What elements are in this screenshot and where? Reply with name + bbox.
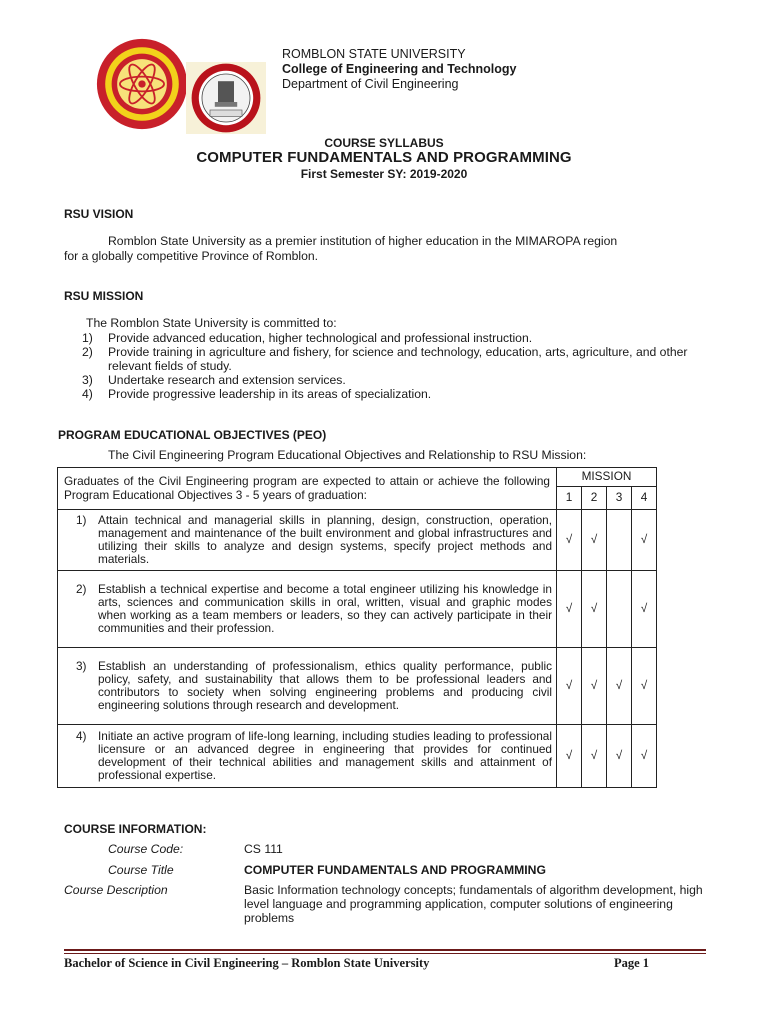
mission-intro: The Romblon State University is committed to: [86, 316, 337, 330]
check-cell: √ [582, 571, 607, 648]
table-header-description: Graduates of the Civil Engineering program are expected to attain or achieve the following Program Educational Objectives 3 - 5 years of graduation: [58, 468, 557, 510]
check-cell: √ [557, 510, 582, 571]
check-cell: √ [632, 571, 657, 648]
vision-line-2: for a globally competitive Province of Romblon. [64, 249, 319, 263]
vision-heading: RSU VISION [64, 207, 134, 221]
check-cell: √ [557, 571, 582, 648]
check-cell: √ [582, 648, 607, 725]
department-name: Department of Civil Engineering [282, 77, 459, 91]
college-name: College of Engineering and Technology [282, 62, 517, 76]
course-title-value: COMPUTER FUNDAMENTALS AND PROGRAMMING [244, 863, 546, 877]
check-cell: √ [632, 648, 657, 725]
table-row [58, 725, 657, 788]
footer-rule [64, 949, 706, 951]
mission-col-3: 3 [607, 487, 632, 510]
list-item: 3) Undertake research and extension services. [82, 373, 346, 387]
mission-col-2: 2 [582, 487, 607, 510]
list-item: 2) Provide training in agriculture and fishery, for science and technology, education, arts, agriculture, and other relevant fields of study. [82, 345, 688, 373]
peo-table [57, 467, 657, 788]
peo-objective: 2) Establish a technical expertise and become a total engineer utilizing his knowledge in arts, sciences and communication skills in oral, written, visual and graphic modes when working as a team members or leaders, so they can actively participate in their communities and their profession. [58, 571, 557, 648]
peo-objective: 3) Establish an understanding of professionalism, ethics quality performance, public policy, safety, and sustainability that allows them to be professional leaders and contributors to society when solving engineering problems and producing civil engineering solutions through research and development. [58, 648, 557, 725]
mission-col-4: 4 [632, 487, 657, 510]
table-row [58, 648, 657, 725]
course-description-label: Course Description [64, 883, 168, 897]
page-number: Page 1 [614, 956, 650, 970]
syllabus-label: COURSE SYLLABUS [324, 136, 444, 150]
table-row [58, 571, 657, 648]
check-cell: √ [582, 510, 607, 571]
check-cell: √ [607, 648, 632, 725]
check-cell [607, 510, 632, 571]
check-cell [607, 571, 632, 648]
semester-label: First Semester SY: 2019-2020 [300, 167, 468, 181]
check-cell: √ [632, 725, 657, 788]
course-title-label: Course Title [108, 863, 174, 877]
peo-heading: PROGRAM EDUCATIONAL OBJECTIVES (PEO) [58, 428, 327, 442]
peo-objective: 1) Attain technical and managerial skills in planning, design, construction, operation, management and maintenance of the built environment and global infrastructures and utilizing their skills to analyze and design systems, specify project methods and materials. [58, 510, 557, 571]
check-cell: √ [557, 648, 582, 725]
mission-column-header: MISSION [557, 468, 657, 487]
check-cell: √ [632, 510, 657, 571]
mission-list [82, 331, 733, 401]
university-name: ROMBLON STATE UNIVERSITY [282, 47, 466, 61]
check-cell: √ [607, 725, 632, 788]
footer-rule-thin [64, 953, 706, 954]
mission-col-1: 1 [557, 487, 582, 510]
list-item: 4) Provide progressive leadership in its areas of specialization. [82, 387, 432, 401]
table-row [58, 510, 657, 571]
course-title-heading: COMPUTER FUNDAMENTALS AND PROGRAMMING [196, 149, 572, 166]
course-code-value: CS 111 [244, 842, 283, 856]
list-item: 1) Provide advanced education, higher technological and professional instruction. [82, 331, 533, 345]
mission-heading: RSU MISSION [64, 289, 144, 303]
peo-intro: The Civil Engineering Program Educational Objectives and Relationship to RSU Mission: [108, 448, 587, 462]
college-seal-icon [186, 62, 266, 134]
university-seal-icon [96, 38, 188, 130]
footer-program: Bachelor of Science in Civil Engineering – Romblon State University [64, 956, 430, 970]
course-info-heading: COURSE INFORMATION: [64, 822, 207, 836]
check-cell: √ [557, 725, 582, 788]
peo-objective: 4) Initiate an active program of life-long learning, including studies leading to professional licensure or an advanced degree in engineering that provides for continued development of their technical abilities and management skills and attainment of professional expertise. [58, 725, 557, 788]
table-row [58, 468, 657, 487]
check-cell: √ [582, 725, 607, 788]
vision-line-1: Romblon State University as a premier institution of higher education in the MIMAROPA region [108, 234, 618, 248]
course-code-label: Course Code: [108, 842, 184, 856]
course-description-value: Basic Information technology concepts; fundamentals of algorithm development, high level language and programming application, computer solutions of engineering problems [244, 883, 703, 925]
